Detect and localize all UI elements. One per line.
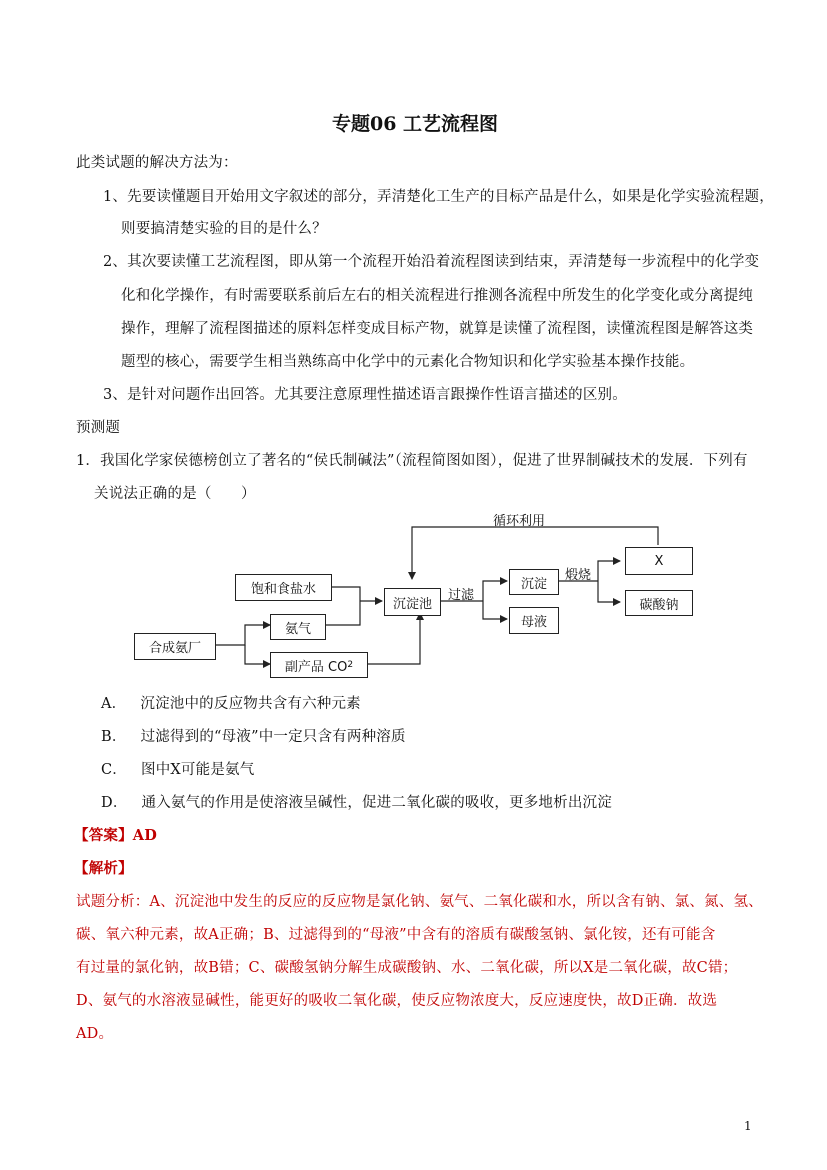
page-title: 专题06 工艺流程图 (332, 113, 499, 135)
method-2-line-1: 2、其次要读懂工艺流程图，即从第一个流程开始沿着流程图读到结束，弄清楚每一步流程中的化学变 (103, 254, 760, 270)
sodium-carbonate-box: 碳酸钠 (625, 590, 693, 616)
co2-subscript: 2 (347, 660, 354, 670)
byproduct-label: 副产品 CO (284, 659, 348, 675)
analysis-line-3: 有过量的氯化钠，故B错；C、碳酸氢钠分解生成碳酸钠、水、二氧化碳，所以X是二氧化碳，故C错； (76, 960, 738, 976)
analysis-line-2: 碳、氧六种元素，故A正确；B、过滤得到的“母液”中含有的溶质有碳酸氢钠、氯化铵，还有可能含 (76, 927, 716, 943)
calcine-label: 煅烧 (565, 568, 592, 583)
option-c (101, 758, 254, 779)
settling-tank-box: 沉淀池 (384, 588, 441, 616)
option-d-key: D． (101, 795, 128, 811)
x-product-box: X (625, 547, 693, 575)
question-line-2: 关说法正确的是（ ） (94, 486, 256, 502)
method-2-line-3: 操作，理解了流程图描述的原料怎样变成目标产物，就算是读懂了流程图，读懂流程图是解答这类 (121, 321, 754, 337)
option-b-key: B． (101, 729, 127, 745)
option-a-key: A． (101, 696, 127, 712)
ammonia-plant-box: 合成氨厂 (134, 633, 216, 660)
method-1-line-2: 则要搞清楚实验的目的是什么？ (121, 221, 327, 237)
intro-text: 此类试题的解决方法为： (76, 155, 238, 171)
recycle-label: 循环利用 (493, 514, 546, 529)
option-d-text: 通入氨气的作用是使溶液呈碱性，促进二氧化碳的吸收，更多地析出沉淀 (141, 795, 612, 811)
filter-label: 过滤 (448, 588, 475, 603)
method-2-line-4: 题型的核心，需要学生相当熟练高中化学中的元素化合物知识和化学实验基本操作技能。 (121, 354, 695, 370)
analysis-line-4: D、氨气的水溶液显碱性，能更好的吸收二氧化碳，使反应物浓度大，反应速度快，故D正确．故选 (76, 993, 718, 1009)
option-c-text: 图中X可能是氨气 (141, 762, 255, 778)
question-line-1: 1．我国化学家侯德榜创立了著名的“侯氏制碱法”（流程简图如图），促进了世界制碱技术的发展．下列有 (76, 453, 748, 469)
precipitate-box: 沉淀 (509, 569, 559, 595)
option-b-text: 过滤得到的“母液”中一定只含有两种溶质 (140, 729, 406, 745)
analysis-title: 【解析】 (74, 860, 133, 877)
option-b (101, 725, 406, 746)
analysis-line-1: 试题分析：A、沉淀池中发生的反应的反应物是氯化钠、氨气、二氧化碳和水，所以含有钠、氯、氮、氢、 (76, 894, 763, 910)
page-number: 1 (744, 1119, 752, 1133)
analysis-line-5: AD。 (76, 1026, 114, 1042)
method-3-text: 3、是针对问题作出回答。尤其要注意原理性描述语言跟操作性语言描述的区别。 (103, 387, 627, 403)
option-a (101, 692, 361, 713)
answer-label: 【答案】AD (74, 827, 158, 844)
process-flowchart (120, 505, 710, 675)
method-2-line-2: 化和化学操作，有时需要联系前后左右的相关流程进行推测各流程中所发生的化学变化或分离提纯 (121, 288, 754, 304)
section-heading: 预测题 (76, 420, 121, 436)
option-a-text: 沉淀池中的反应物共含有六种元素 (140, 696, 361, 712)
byproduct-co2-box (270, 652, 368, 678)
ammonia-box: 氨气 (270, 614, 326, 640)
mother-liquor-box: 母液 (509, 607, 559, 634)
option-d (101, 791, 612, 812)
brine-box: 饱和食盐水 (235, 574, 332, 601)
method-1-line-1: 1、先要读懂题目开始用文字叙述的部分，弄清楚化工生产的目标产品是什么，如果是化学实验流程题， (103, 189, 774, 205)
option-c-key: C． (101, 762, 127, 778)
